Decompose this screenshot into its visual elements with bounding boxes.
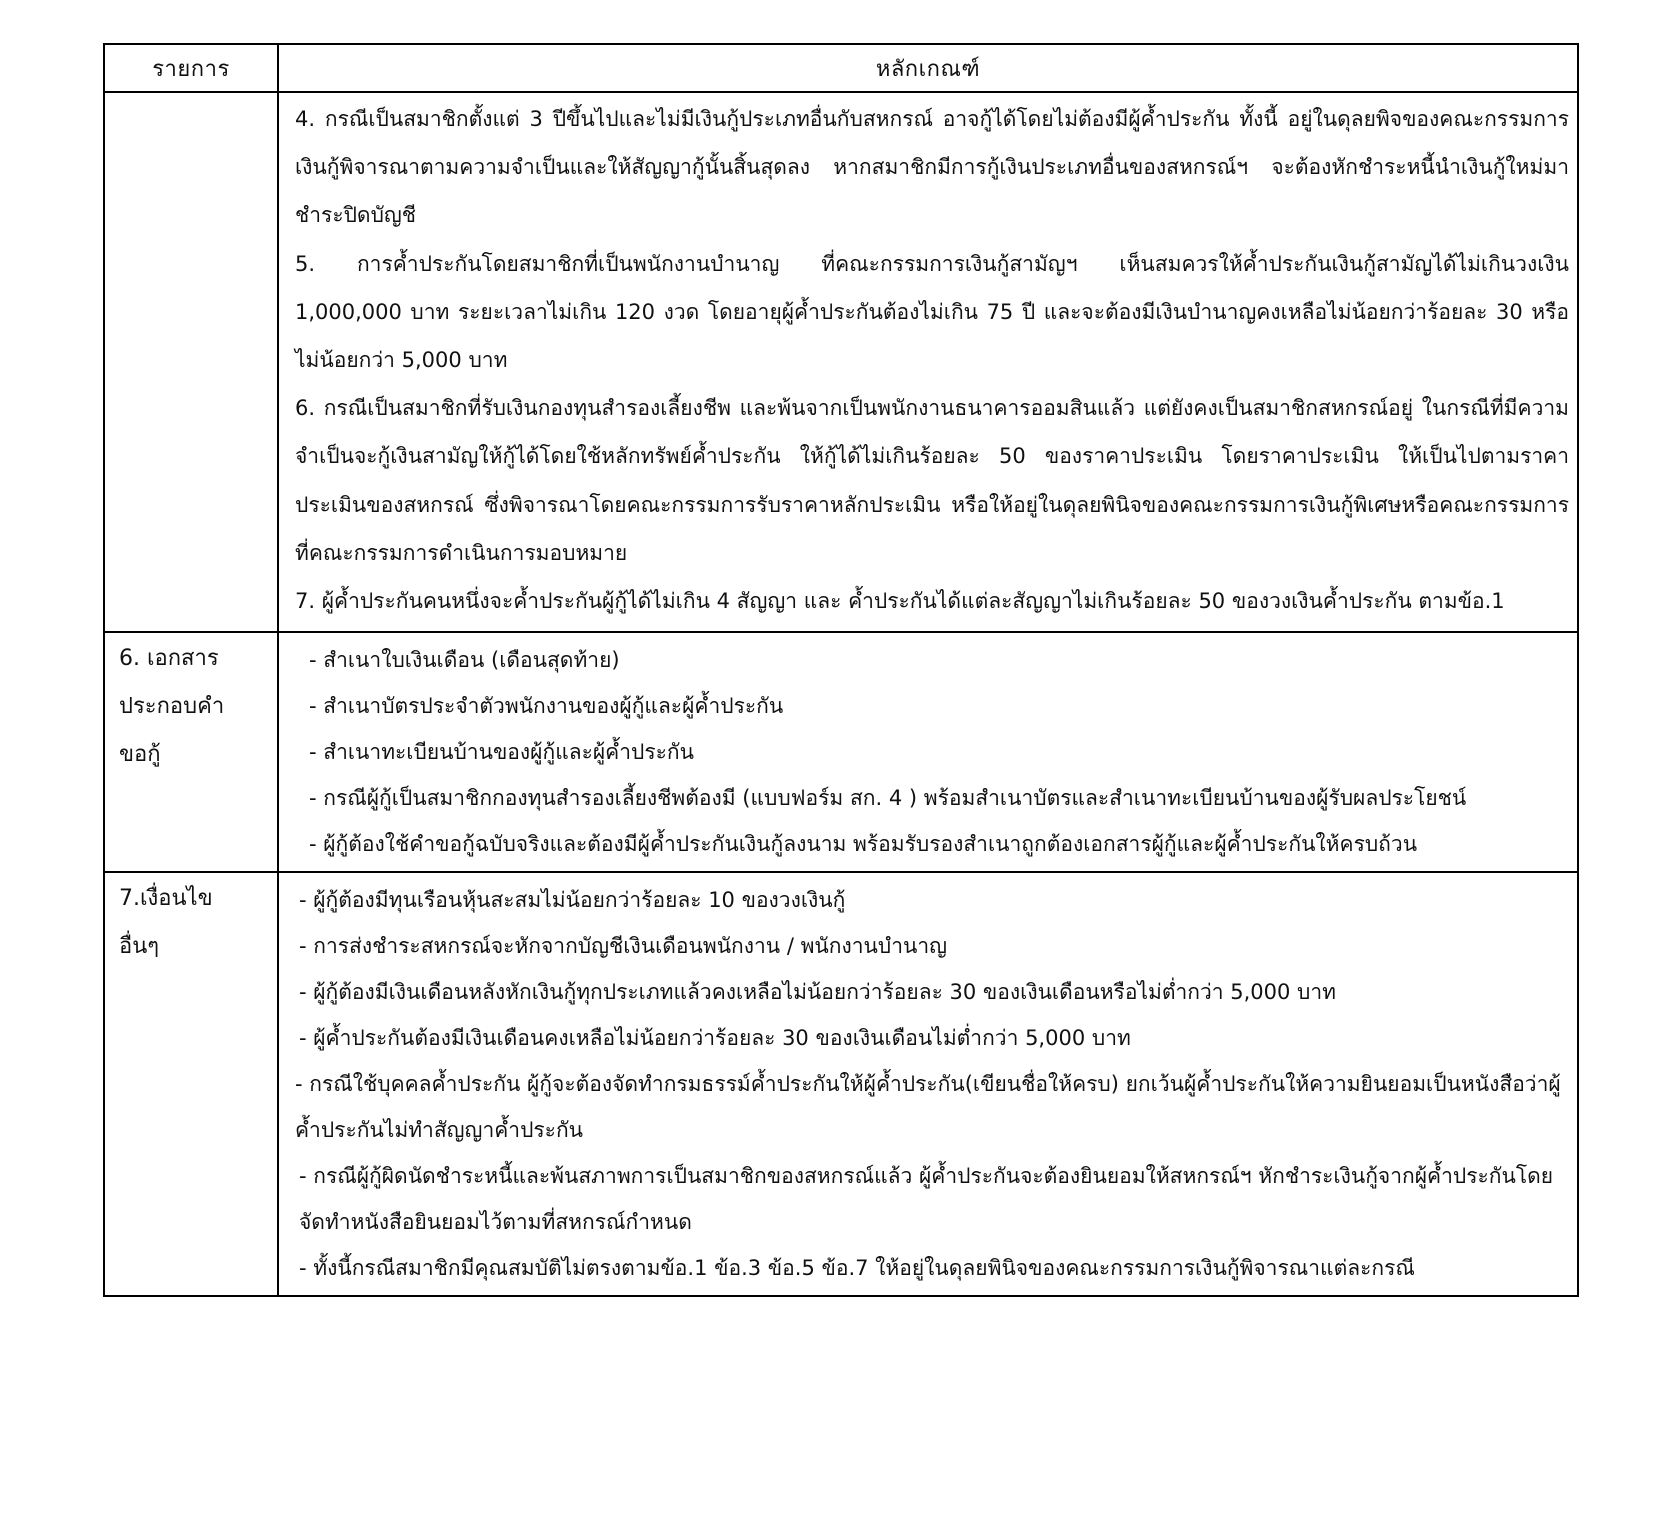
table-row bbox=[104, 92, 1578, 632]
document-list-item: - สำเนาทะเบียนบ้านของผู้กู้และผู้ค้ำประกัน bbox=[309, 740, 694, 765]
document-list-item: - ผู้กู้ต้องใช้คำขอกู้ฉบับจริงและต้องมีผู้ค้ำประกันเงินกู้ลงนาม พร้อมรับรองสำเนาถูกต้องเอกสารผู้กู้และผู้ค้ำประกันให้ครบถ้วน bbox=[309, 832, 1418, 857]
row-item bbox=[104, 872, 278, 1296]
condition-list-item: - กรณีใช้บุคคลค้ำประกัน ผู้กู้จะต้องจัดทำกรมธรรม์ค้ำประกันให้ผู้ค้ำประกัน(เขียนชื่อให้ครบ) ยกเว้นผู้ค้ำประกันให้ความยินยอมเป็นหนังสือว่าผู้ค้ำประกันไม่ทำสัญญาค้ำประกัน bbox=[295, 1072, 1561, 1143]
row-criteria bbox=[278, 872, 1578, 1296]
row-criteria bbox=[278, 92, 1578, 632]
table-row bbox=[104, 872, 1578, 1296]
item-label-line: ขอกู้ bbox=[119, 742, 161, 768]
row-item-empty bbox=[104, 92, 278, 632]
criteria-paragraph: 5. การค้ำประกันโดยสมาชิกที่เป็นพนักงานบำนาญ ที่คณะกรรมการเงินกู้สามัญฯ เห็นสมควรให้ค้ำประกันเงินกู้สามัญได้ไม่เกินวงเงิน 1,000,000 บาท ระยะเวลาไม่เกิน 120 งวด โดยอายุผู้ค้ำประกันต้องไม่เกิน 75 ปี และจะต้องมีเงินบำนาญคงเหลือไม่น้อยกว่าร้อยละ 30 หรือไม่น้อยกว่า 5,000 บาท bbox=[295, 251, 1569, 373]
header-item: รายการ bbox=[104, 44, 278, 92]
criteria-paragraph: 7. ผู้ค้ำประกันคนหนึ่งจะค้ำประกันผู้กู้ได้ไม่เกิน 4 สัญญา และ ค้ำประกันได้แต่ละสัญญาไม่เกินร้อยละ 50 ของวงเงินค้ำประกัน ตามข้อ.1 bbox=[295, 589, 1505, 614]
document-list-item: - สำเนาบัตรประจำตัวพนักงานของผู้กู้และผู้ค้ำประกัน bbox=[309, 694, 784, 719]
condition-list-item: - ผู้กู้ต้องมีทุนเรือนหุ้นสะสมไม่น้อยกว่าร้อยละ 10 ของวงเงินกู้ bbox=[299, 888, 846, 913]
item-label-line: 7.เงื่อนไข bbox=[119, 886, 213, 912]
criteria-paragraph: 6. กรณีเป็นสมาชิกที่รับเงินกองทุนสำรองเลี้ยงชีพ และพ้นจากเป็นพนักงานธนาคารออมสินแล้ว แต่ยังคงเป็นสมาชิกสหกรณ์อยู่ ในกรณีที่มีความจำเป็นจะกู้เงินสามัญให้กู้ได้โดยใช้หลักทรัพย์ค้ำประกัน ให้กู้ได้ไม่เกินร้อยละ 50 ของราคาประเมิน โดยราคาประเมิน ให้เป็นไปตามราคาประเมินของสหกรณ์ ซึ่งพิจารณาโดยคณะกรรมการรับราคาหลักประเมิน หรือให้อยู่ในดุลยพินิจของคณะกรรมการเงินกู้พิเศษหรือคณะกรรมการที่คณะกรรมการดำเนินการมอบหมาย bbox=[295, 396, 1569, 565]
table-row bbox=[104, 632, 1578, 872]
header-criteria: หลักเกณฑ์ bbox=[278, 44, 1578, 92]
condition-list-item: - กรณีผู้กู้ผิดนัดชำระหนี้และพ้นสภาพการเป็นสมาชิกของสหกรณ์แล้ว ผู้ค้ำประกันจะต้องยินยอมให้สหกรณ์ฯ หักชำระเงินกู้จากผู้ค้ำประกันโดยจัดทำหนังสือยินยอมไว้ตามที่สหกรณ์กำหนด bbox=[299, 1164, 1554, 1235]
document-list-item: - กรณีผู้กู้เป็นสมาชิกกองทุนสำรองเลี้ยงชีพต้องมี (แบบฟอร์ม สก. 4 ) พร้อมสำเนาบัตรและสำเนาทะเบียนบ้านของผู้รับผลประโยชน์ bbox=[309, 786, 1467, 811]
condition-list-item: - ผู้ค้ำประกันต้องมีเงินเดือนคงเหลือไม่น้อยกว่าร้อยละ 30 ของเงินเดือนไม่ต่ำกว่า 5,000 บาท bbox=[299, 1026, 1131, 1051]
condition-list-item: - การส่งชำระสหกรณ์จะหักจากบัญชีเงินเดือนพนักงาน / พนักงานบำนาญ bbox=[299, 934, 948, 959]
table-header-row bbox=[104, 44, 1578, 92]
condition-list-item: - ผู้กู้ต้องมีเงินเดือนหลังหักเงินกู้ทุกประเภทแล้วคงเหลือไม่น้อยกว่าร้อยละ 30 ของเงินเดือนหรือไม่ต่ำกว่า 5,000 บาท bbox=[299, 980, 1337, 1005]
criteria-table bbox=[103, 43, 1579, 1297]
item-label-line: อื่นๆ bbox=[119, 934, 160, 960]
criteria-paragraph: 4. กรณีเป็นสมาชิกตั้งแต่ 3 ปีขึ้นไปและไม่มีเงินกู้ประเภทอื่นกับสหกรณ์ อาจกู้ได้โดยไม่ต้องมีผู้ค้ำประกัน ทั้งนี้ อยู่ในดุลยพิจของคณะกรรมการเงินกู้พิจารณาตามความจำเป็นและให้สัญญากู้นั้นสิ้นสุดลง หากสมาชิกมีการกู้เงินประเภทอื่นของสหกรณ์ฯ จะต้องหักชำระหนี้นำเงินกู้ใหม่มาชำระปิดบัญชี bbox=[295, 107, 1569, 228]
row-item bbox=[104, 632, 278, 872]
item-label-line: ประกอบคำ bbox=[119, 694, 225, 720]
document-list-item: - สำเนาใบเงินเดือน (เดือนสุดท้าย) bbox=[309, 648, 620, 673]
row-criteria bbox=[278, 632, 1578, 872]
item-label-line: 6. เอกสาร bbox=[119, 646, 219, 672]
condition-list-item: - ทั้งนี้กรณีสมาชิกมีคุณสมบัติไม่ตรงตามข้อ.1 ข้อ.3 ข้อ.5 ข้อ.7 ให้อยู่ในดุลยพินิจของคณะกรรมการเงินกู้พิจารณาแต่ละกรณี bbox=[299, 1256, 1415, 1281]
